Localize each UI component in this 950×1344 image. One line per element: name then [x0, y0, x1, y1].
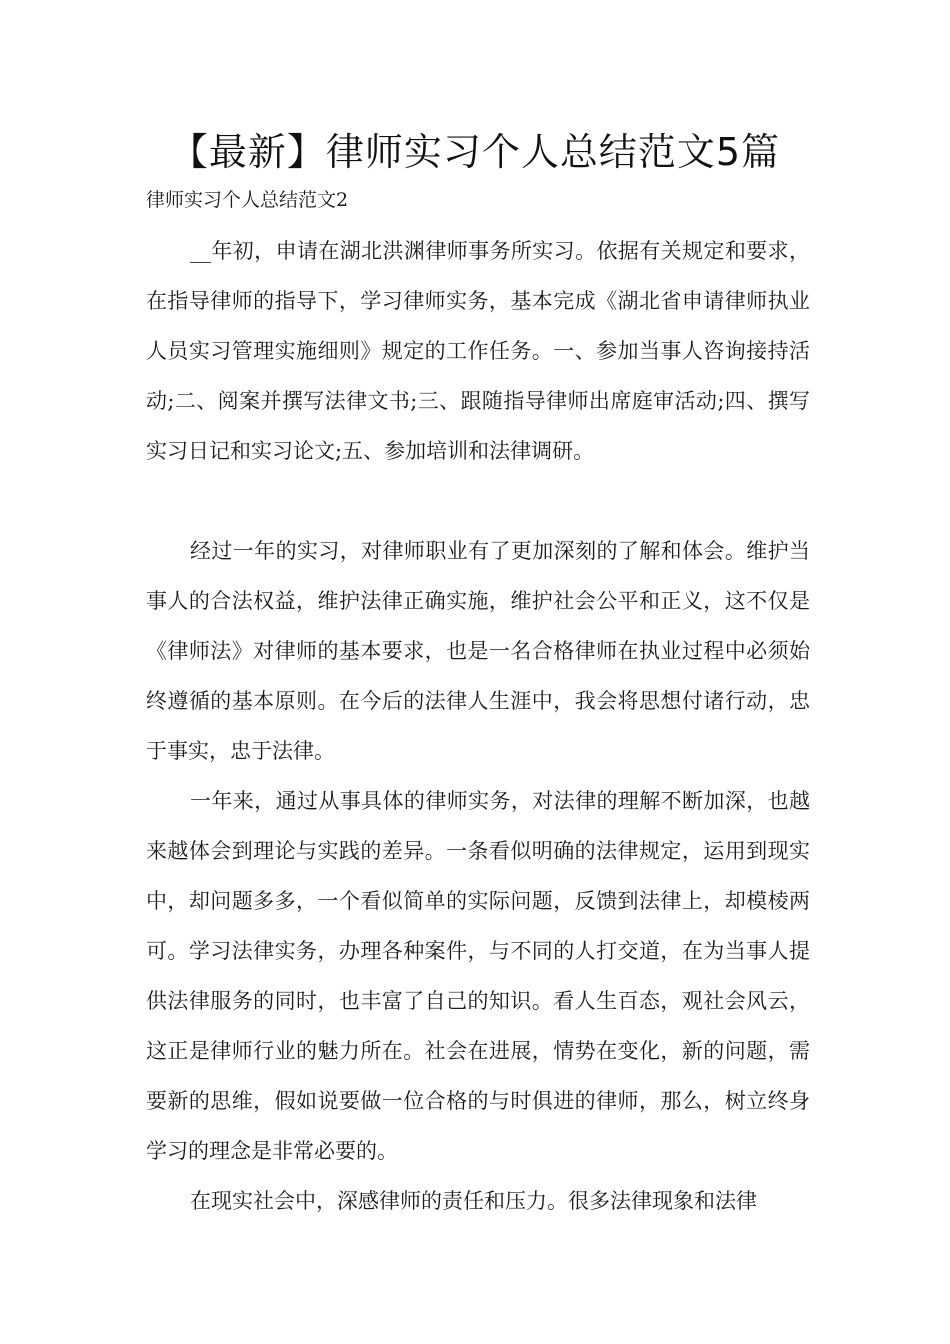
- document-title: 【最新】律师实习个人总结范文5篇: [169, 130, 781, 174]
- paragraph-internship-overview: __年初，申请在湖北洪渊律师事务所实习。依据有关规定和要求，在指导律师的指导下，学习律师实务，基本完成《湖北省申请律师执业人员实习管理实施细则》规定的工作任务。一、参加当事人咨询接持活动;二、阅案并撰写法律文书;三、跟随指导律师出席庭审活动;四、撰写实习日记和实习论文;五、参加培训和法律调研。: [146, 239, 810, 463]
- paragraph-responsibility: 在现实社会中，深感律师的责任和压力。很多法律现象和法律: [190, 1189, 757, 1213]
- document-subtitle: 律师实习个人总结范文2: [146, 189, 349, 211]
- paragraph-practice-experience: 一年来，通过从事具体的律师实务，对法律的理解不断加深，也越来越体会到理论与实践的差异。一条看似明确的法律规定，运用到现实中，却问题多多，一个看似简单的实际问题，反馈到法律上，却模棱两可。学习法律实务，办理各种案件，与不同的人打交道，在为当事人提供法律服务的同时，也丰富了自己的知识。看人生百态，观社会风云，这正是律师行业的魅力所在。社会在进展，情势在变化，新的问题，需要新的思维，假如说要做一位合格的与时俱进的律师，那么，树立终身学习的理念是非常必要的。: [146, 789, 810, 1163]
- paragraph-professional-understanding: 经过一年的实习，对律师职业有了更加深刻的了解和体会。维护当事人的合法权益，维护法律正确实施，维护社会公平和正义，这不仅是《律师法》对律师的基本要求，也是一名合格律师在执业过程中必须始终遵循的基本原则。在今后的法律人生涯中，我会将思想付诸行动，忠于事实，忠于法律。: [146, 539, 810, 763]
